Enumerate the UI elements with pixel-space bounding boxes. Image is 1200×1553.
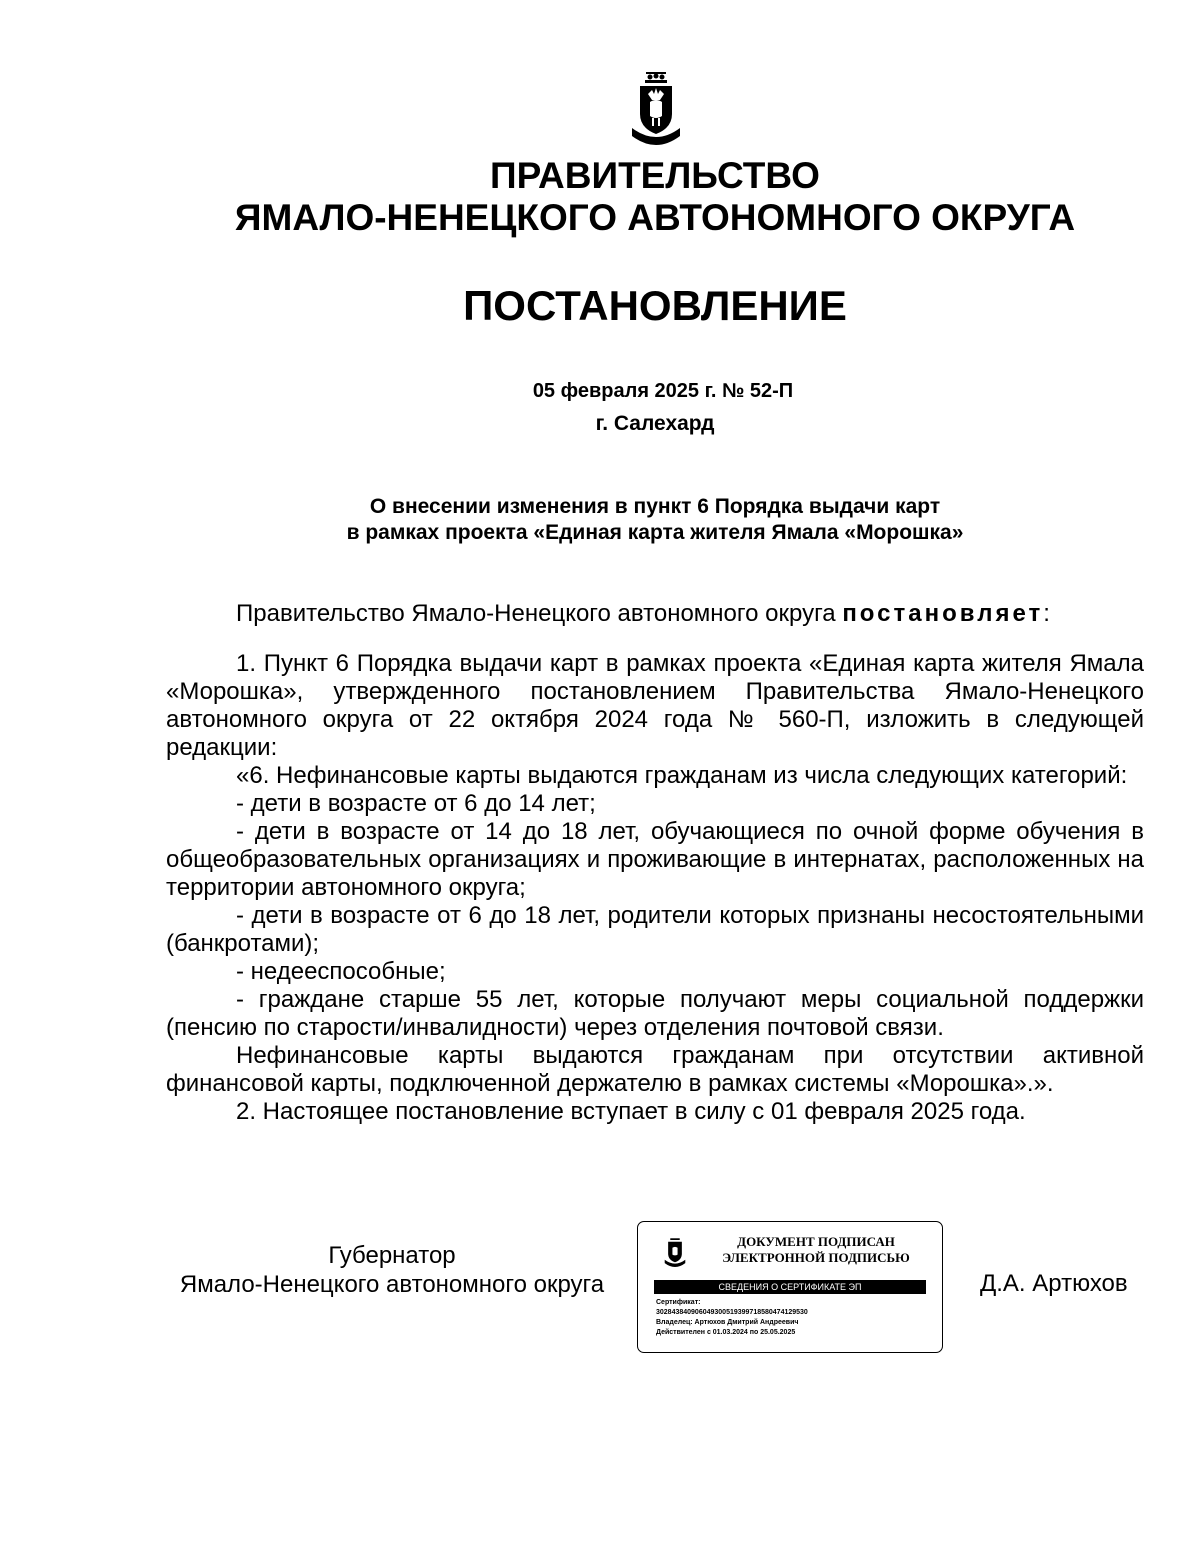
city: г. Салехард — [595, 412, 715, 435]
certificate-info-bar: СВЕДЕНИЯ О СЕРТИФИКАТЕ ЭП — [654, 1280, 926, 1294]
document-type: ПОСТАНОВЛЕНИЕ — [463, 282, 847, 329]
signatory-name: Д.А. Артюхов — [980, 1270, 1128, 1297]
certificate-validity: Действителен с 01.03.2024 по 25.05.2025 — [656, 1329, 796, 1336]
body-paragraph: - дети в возрасте от 6 до 18 лет, родители которых признаны несостоятельными (банкротами); — [166, 902, 1144, 957]
stamp-title-line1: ДОКУМЕНТ ПОДПИСАН — [737, 1234, 895, 1249]
stamp-title-line2: ЭЛЕКТРОННОЙ ПОДПИСЬЮ — [722, 1250, 910, 1265]
body-paragraph: 2. Настоящее постановление вступает в силу с 01 февраля 2025 года. — [236, 1098, 1026, 1125]
intro-prefix: Правительство Ямало-Ненецкого автономного округа — [236, 600, 843, 627]
government-title-line1: ПРАВИТЕЛЬСТВО — [490, 155, 820, 196]
body-paragraph: - дети в возрасте от 14 до 18 лет, обучающиеся по очной форме обучения в общеобразовательных организациях и проживающие в интернатах, расположенных на территории автономного округа; — [166, 818, 1144, 901]
signatory-position — [166, 1241, 618, 1299]
certificate-label: Сертификат: — [656, 1299, 701, 1306]
subject-line2: в рамках проекта «Единая карта жителя Ямала «Морошка» — [346, 521, 964, 544]
body-paragraph: - дети в возрасте от 6 до 14 лет; — [236, 790, 596, 817]
electronic-signature-stamp — [637, 1221, 943, 1353]
subject-line1: О внесении изменения в пункт 6 Порядка выдачи карт — [369, 495, 941, 518]
certificate-details — [656, 1298, 936, 1338]
body-paragraph: Нефинансовые карты выдаются гражданам при отсутствии активной финансовой карты, подключенной держателю в рамках системы «Морошка».». — [166, 1042, 1144, 1097]
body-paragraph: - граждане старше 55 лет, которые получают меры социальной поддержки (пенсию по старости/инвалидности) через отделения почтовой связи. — [166, 986, 1144, 1041]
document-subject — [0, 494, 1200, 546]
intro-suffix: : — [1043, 600, 1050, 627]
certificate-number: 302843840906049300519399718580474129530 — [656, 1309, 808, 1316]
body-paragraph: «6. Нефинансовые карты выдаются гражданам из числа следующих категорий: — [236, 762, 1128, 789]
certificate-owner: Владелец: Артюхов Дмитрий Андреевич — [656, 1319, 799, 1326]
intro-paragraph — [166, 600, 1144, 628]
stamp-title — [700, 1234, 932, 1266]
position-line1: Губернатор — [328, 1242, 456, 1269]
government-title-line2: ЯМАЛО-НЕНЕЦКОГО АВТОНОМНОГО ОКРУГА — [234, 197, 1076, 238]
document-body — [166, 600, 1144, 1126]
date-and-number: 05 февраля 2025 г. № 52-П — [532, 380, 794, 402]
intro-keyword: постановляет — [842, 600, 1044, 627]
coat-of-arms-icon — [663, 1234, 687, 1270]
position-line2: Ямало-Ненецкого автономного округа — [179, 1271, 605, 1298]
coat-of-arms-icon — [628, 70, 684, 150]
body-paragraph: 1. Пункт 6 Порядка выдачи карт в рамках проекта «Единая карта жителя Ямала «Морошка», утвержденного постановлением Правительства Ямало-Ненецкого автономного округа от 22 октября 2024 года № 560-П, изложить в следующей редакции: — [166, 650, 1144, 761]
body-paragraph: - недееспособные; — [236, 958, 446, 985]
